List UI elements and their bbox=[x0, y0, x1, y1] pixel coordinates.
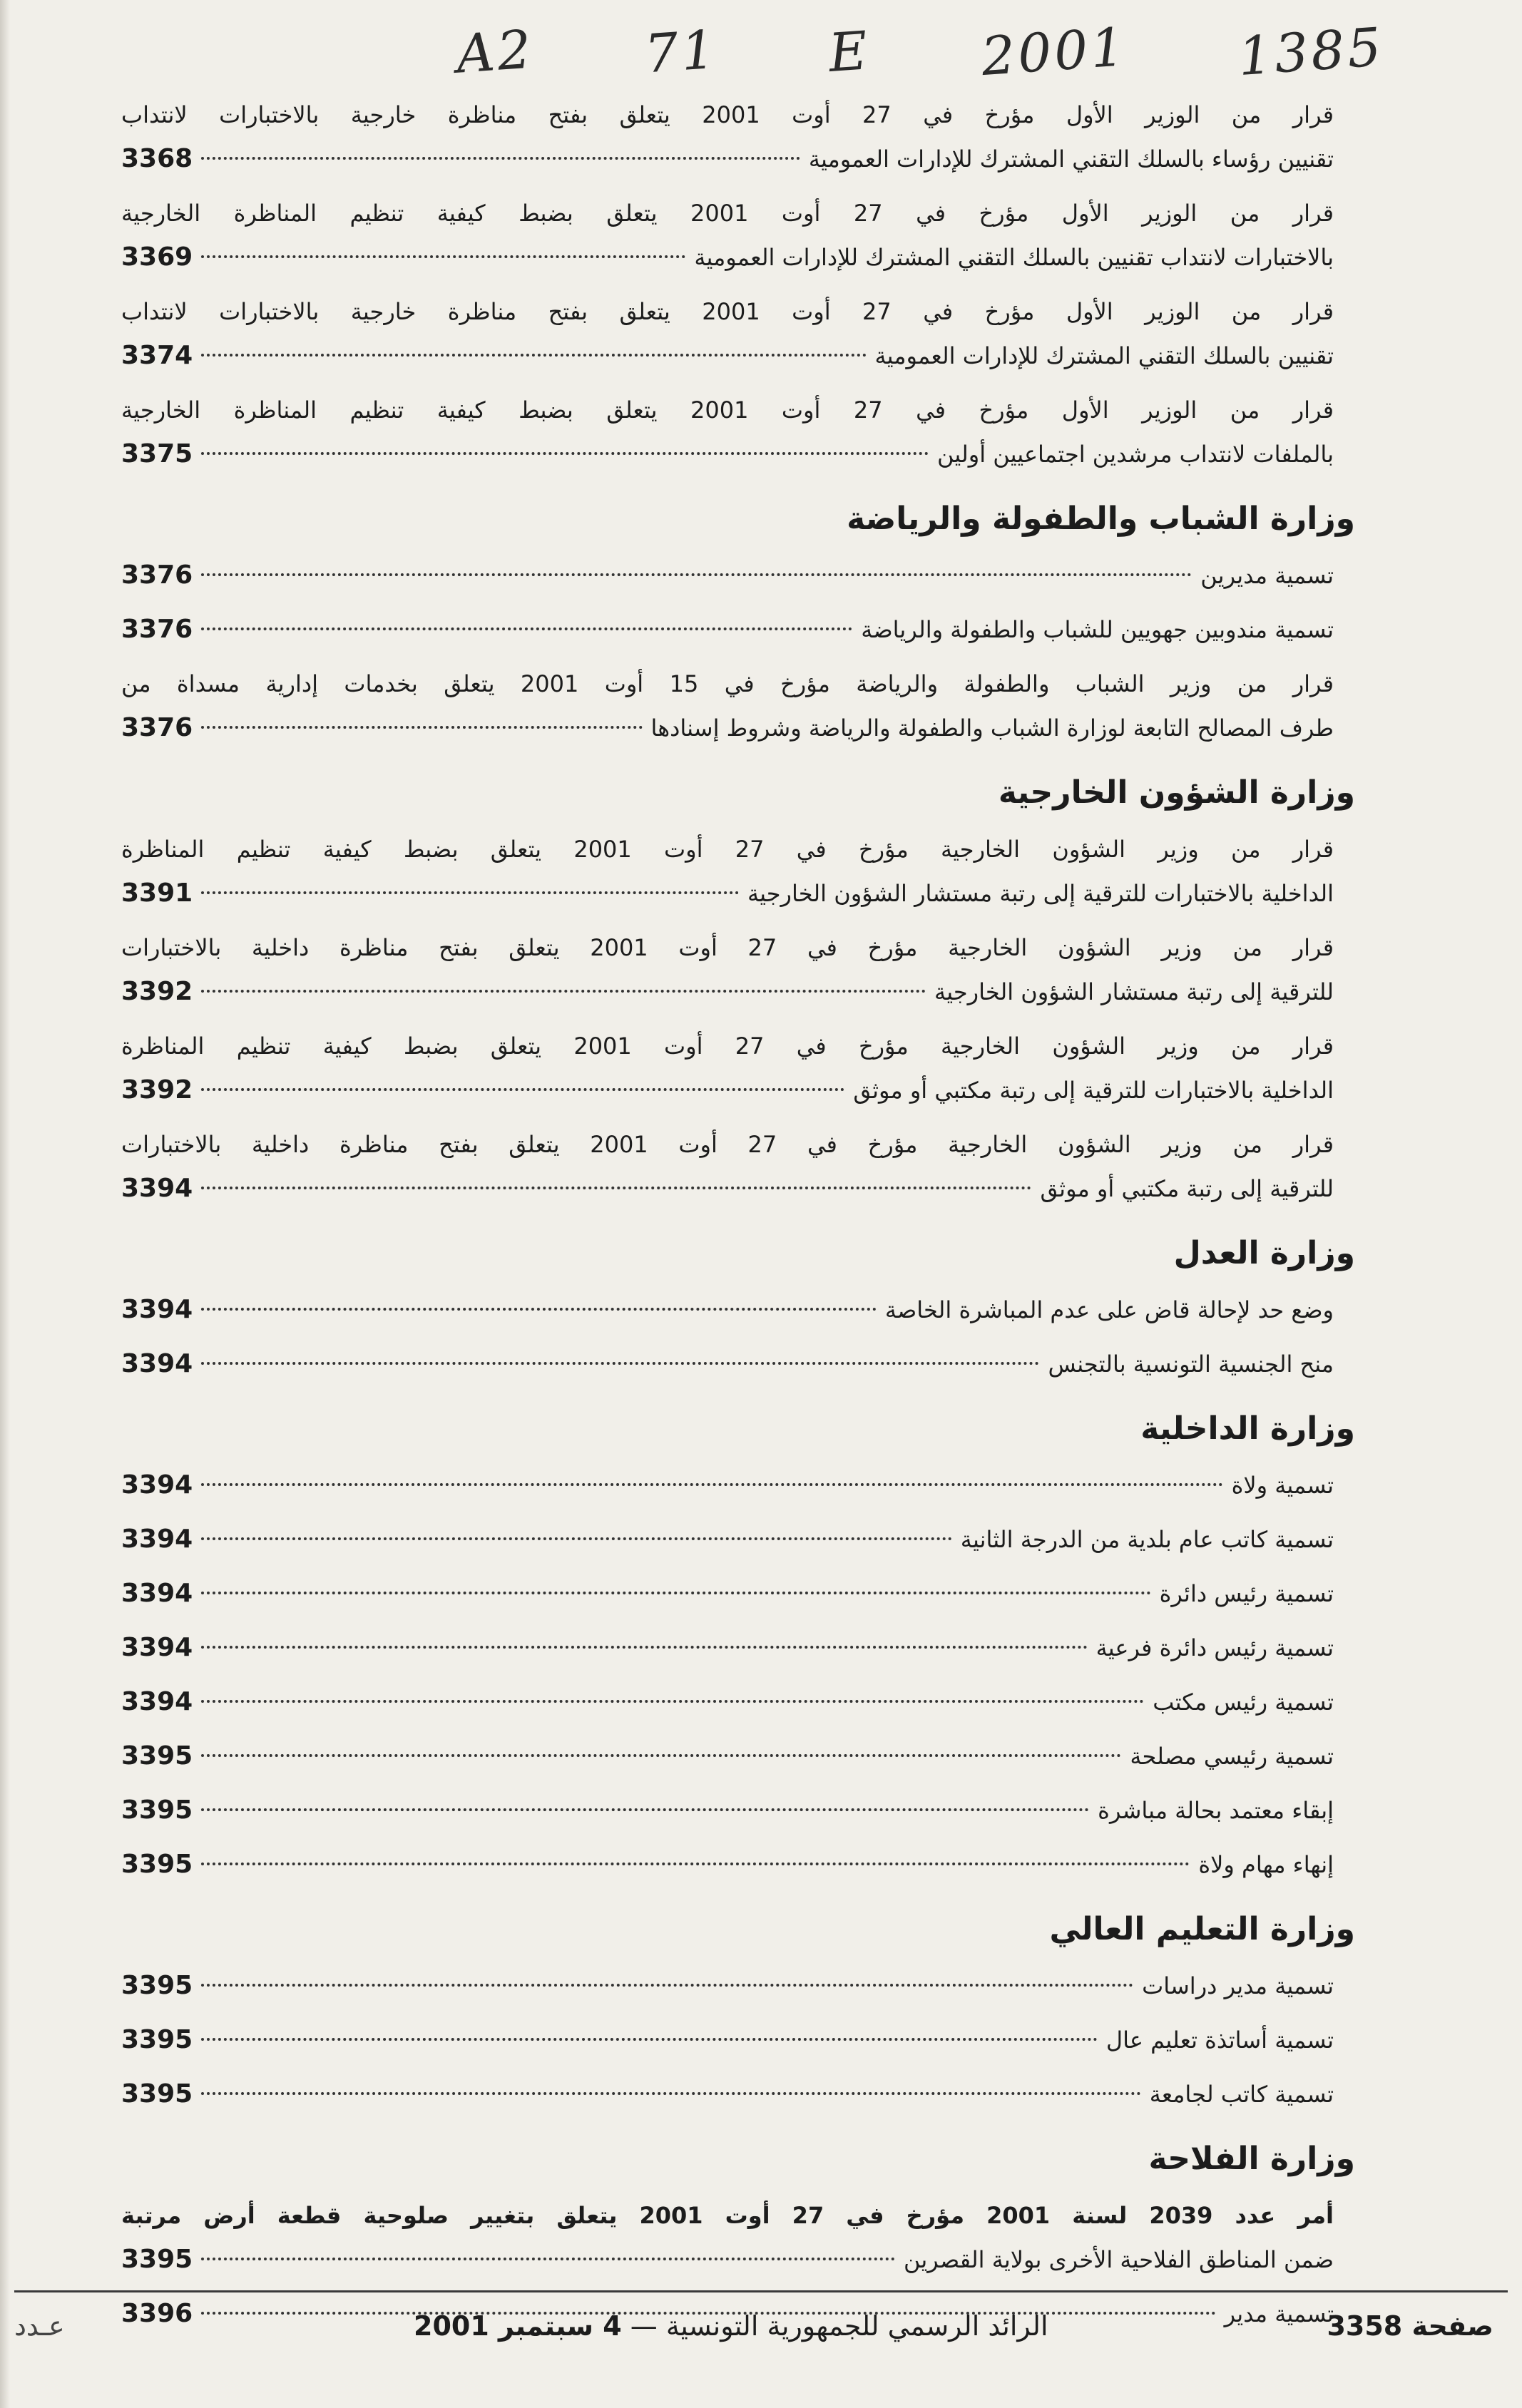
entry-text: تسمية أساتذة تعليم عال bbox=[1105, 2027, 1334, 2054]
toc-entry bbox=[121, 1788, 1334, 1833]
toc-entry-line bbox=[121, 1572, 1334, 1616]
toc-entry bbox=[121, 1024, 1334, 1112]
entry-text: تسمية كاتب عام بلدية من الدرجة الثانية bbox=[960, 1526, 1334, 1553]
handwritten-part: 71 bbox=[643, 19, 720, 86]
page-number: 3391 bbox=[121, 878, 193, 908]
handwritten-part: A2 bbox=[454, 19, 536, 86]
dot-leader bbox=[201, 1700, 1144, 1703]
toc-entry-line bbox=[121, 235, 1334, 280]
footer-issue: عـدد bbox=[14, 2310, 65, 2342]
dot-leader bbox=[201, 1808, 1089, 1811]
entry-text: بالاختبارات لانتداب تقنيين بالسلك التقني المشترك للإدارات العمومية bbox=[694, 244, 1334, 271]
page-number: 3395 bbox=[121, 2025, 193, 2054]
toc-entry-line bbox=[121, 1964, 1334, 2008]
entry-text: قرار من الوزير الأول مؤرخ في 27 أوت 2001 يتعلق بضبط كيفية تنظيم المناظرة الخارجية bbox=[121, 200, 1334, 227]
toc-entry-line bbox=[121, 93, 1334, 137]
entry-text: قرار من الوزير الأول مؤرخ في 27 أوت 2001 يتعلق بفتح مناظرة خارجية بالاختبارات لانتداب bbox=[121, 298, 1334, 325]
toc-entry bbox=[121, 553, 1334, 598]
entry-text: قرار من وزير الشؤون الخارجية مؤرخ في 27 أوت 2001 يتعلق بضبط كيفية تنظيم المناظرة bbox=[121, 1033, 1334, 1060]
page-number: 3368 bbox=[121, 144, 193, 173]
dot-leader bbox=[201, 2092, 1140, 2095]
page-number: 3394 bbox=[121, 1687, 193, 1716]
toc-entry bbox=[121, 388, 1334, 476]
toc-entry bbox=[121, 1734, 1334, 1778]
toc-entry bbox=[121, 662, 1334, 750]
entry-text: تقنيين رؤساء بالسلك التقني المشترك للإدارات العمومية bbox=[808, 145, 1334, 173]
page-number: 3395 bbox=[121, 1971, 193, 2000]
footer-journal-title bbox=[414, 2310, 1048, 2342]
dot-leader bbox=[201, 452, 929, 455]
footer-page-label: صفحة bbox=[1411, 2310, 1493, 2342]
entry-text: طرف المصالح التابعة لوزارة الشباب والطفولة والرياضة وشروط إسنادها bbox=[650, 714, 1334, 742]
entry-text: تسمية مديرين bbox=[1200, 562, 1334, 589]
dot-leader bbox=[201, 891, 739, 894]
section-heading: وزارة الفلاحة bbox=[1148, 2141, 1355, 2177]
toc-entry bbox=[121, 93, 1334, 181]
dot-leader bbox=[201, 2258, 895, 2260]
dot-leader bbox=[201, 990, 926, 993]
section-heading: وزارة الداخلية bbox=[1140, 1410, 1355, 1447]
entry-text: تسمية ولاة bbox=[1231, 1472, 1334, 1499]
toc-entry bbox=[121, 1964, 1334, 2008]
entry-text: تسمية مدير دراسات bbox=[1142, 1972, 1334, 1999]
handwritten-part: 1385 bbox=[1235, 16, 1386, 88]
page-number: 3376 bbox=[121, 560, 193, 590]
dot-leader bbox=[201, 1646, 1087, 1649]
toc-entry bbox=[121, 1572, 1334, 1616]
entry-text: بالملفات لانتداب مرشدين اجتماعيين أولين bbox=[937, 441, 1334, 468]
toc-entry-line bbox=[121, 970, 1334, 1014]
toc-entry-line bbox=[121, 1517, 1334, 1562]
toc-entry bbox=[121, 1463, 1334, 1507]
page-edge-shadow bbox=[0, 0, 10, 2408]
entry-text: إبقاء معتمد بحالة مباشرة bbox=[1098, 1797, 1334, 1824]
page-number: 3395 bbox=[121, 2079, 193, 2109]
entry-text: قرار من الوزير الأول مؤرخ في 27 أوت 2001 يتعلق بضبط كيفية تنظيم المناظرة الخارجية bbox=[121, 396, 1334, 424]
dot-leader bbox=[201, 1537, 952, 1540]
footer-page-value: 3358 bbox=[1327, 2310, 1403, 2342]
toc-entry-line bbox=[121, 827, 1334, 871]
dot-leader bbox=[201, 2038, 1098, 2041]
dot-leader bbox=[201, 1863, 1190, 1865]
toc-entry-line bbox=[121, 334, 1334, 378]
toc-entry bbox=[121, 1843, 1334, 1887]
toc-entry-line bbox=[121, 1288, 1334, 1332]
page-number: 3395 bbox=[121, 1850, 193, 1879]
toc-entry-line bbox=[121, 706, 1334, 750]
entry-text: تسمية مندوبين جهويين للشباب والطفولة والرياضة bbox=[861, 616, 1334, 643]
entry-text: قرار من وزير الشباب والطفولة والرياضة مؤرخ في 15 أوت 2001 يتعلق بخدمات إدارية مسداة من bbox=[121, 670, 1334, 697]
entry-text: تسمية رئيسي مصلحة bbox=[1130, 1743, 1334, 1770]
dot-leader bbox=[201, 1088, 844, 1091]
toc-entry-line bbox=[121, 871, 1334, 916]
toc-entry bbox=[121, 1626, 1334, 1670]
toc-entry-line bbox=[121, 662, 1334, 706]
toc-entry-line bbox=[121, 1167, 1334, 1211]
handwritten-annotation bbox=[456, 13, 1384, 91]
handwritten-part: E bbox=[827, 20, 872, 84]
toc-entry-line bbox=[121, 1342, 1334, 1386]
toc-entry-line bbox=[121, 2072, 1334, 2116]
page-number: 3394 bbox=[121, 1579, 193, 1608]
page-number: 3375 bbox=[121, 439, 193, 468]
page-number: 3395 bbox=[121, 1741, 193, 1771]
page-number: 3396 bbox=[121, 2299, 193, 2328]
toc-entry-line bbox=[121, 1024, 1334, 1068]
entry-text: قرار من الوزير الأول مؤرخ في 27 أوت 2001 يتعلق بفتح مناظرة خارجية بالاختبارات لانتداب bbox=[121, 101, 1334, 128]
dot-leader bbox=[201, 627, 852, 630]
entry-text: وضع حد لإحالة قاض على عدم المباشرة الخاصة bbox=[884, 1296, 1334, 1323]
page-number: 3392 bbox=[121, 977, 193, 1006]
page-number: 3369 bbox=[121, 242, 193, 272]
dot-leader bbox=[201, 157, 800, 160]
entry-text: أمر عدد 2039 لسنة 2001 مؤرخ في 27 أوت 2001 يتعلق بتغيير صلوحية قطعة أرض مرتبة bbox=[121, 2202, 1334, 2229]
toc-entry-line bbox=[121, 1788, 1334, 1833]
dot-leader bbox=[201, 1187, 1031, 1189]
toc-entry bbox=[121, 1288, 1334, 1332]
page-number: 3392 bbox=[121, 1075, 193, 1105]
table-of-contents bbox=[121, 93, 1355, 2346]
entry-text: تسمية رئيس دائرة فرعية bbox=[1095, 1634, 1334, 1661]
dot-leader bbox=[201, 255, 685, 258]
entry-text: تسمية رئيس دائرة bbox=[1159, 1580, 1334, 1607]
dot-leader bbox=[201, 1362, 1039, 1365]
dot-leader bbox=[201, 1308, 877, 1311]
page-number: 3394 bbox=[121, 1174, 193, 1203]
toc-entry-line bbox=[121, 1463, 1334, 1507]
footer-date: 4 سبتمبر 2001 bbox=[414, 2310, 622, 2342]
toc-entry-line bbox=[121, 1734, 1334, 1778]
toc-entry-line bbox=[121, 608, 1334, 652]
entry-text: تسمية مدير bbox=[1224, 2300, 1334, 2327]
dot-leader bbox=[201, 354, 866, 357]
section-heading: وزارة الشباب والطفولة والرياضة bbox=[847, 501, 1355, 537]
toc-entry-line bbox=[121, 1122, 1334, 1167]
section-heading: وزارة العدل bbox=[1173, 1235, 1355, 1271]
entry-text: قرار من وزير الشؤون الخارجية مؤرخ في 27 أوت 2001 يتعلق بفتح مناظرة داخلية بالاختبارات bbox=[121, 934, 1334, 961]
entry-text: إنهاء مهام ولاة bbox=[1198, 1851, 1334, 1878]
entry-text: الداخلية بالاختبارات للترقية إلى رتبة مكتبي أو موثق bbox=[853, 1077, 1334, 1104]
page-number: 3376 bbox=[121, 615, 193, 644]
dot-leader bbox=[201, 1592, 1150, 1594]
toc-entry bbox=[121, 290, 1334, 378]
entry-text: تقنيين بالسلك التقني المشترك للإدارات العمومية bbox=[874, 342, 1334, 369]
footer-page-number bbox=[1327, 2310, 1493, 2342]
entry-text: قرار من وزير الشؤون الخارجية مؤرخ في 27 أوت 2001 يتعلق بفتح مناظرة داخلية بالاختبارات bbox=[121, 1131, 1334, 1158]
footer-divider bbox=[14, 2290, 1508, 2292]
toc-entry bbox=[121, 2018, 1334, 2062]
entry-text: قرار من وزير الشؤون الخارجية مؤرخ في 27 أوت 2001 يتعلق بضبط كيفية تنظيم المناظرة bbox=[121, 836, 1334, 863]
entry-text: الداخلية بالاختبارات للترقية إلى رتبة مستشار الشؤون الخارجية bbox=[747, 880, 1334, 907]
entry-text: للترقية إلى رتبة مستشار الشؤون الخارجية bbox=[934, 978, 1334, 1005]
dot-leader bbox=[201, 726, 642, 729]
toc-entry bbox=[121, 608, 1334, 652]
toc-entry-line bbox=[121, 926, 1334, 970]
toc-entry bbox=[121, 1517, 1334, 1562]
page-number: 3376 bbox=[121, 713, 193, 742]
toc-entry-line bbox=[121, 1068, 1334, 1112]
toc-entry bbox=[121, 926, 1334, 1014]
entry-text: ضمن المناطق الفلاحية الأخرى بولاية القصرين bbox=[904, 2246, 1334, 2273]
toc-entry-line bbox=[121, 432, 1334, 476]
toc-entry-line bbox=[121, 137, 1334, 181]
toc-entry bbox=[121, 1122, 1334, 1211]
toc-entry-line bbox=[121, 290, 1334, 334]
section-heading: وزارة التعليم العالي bbox=[1049, 1911, 1355, 1947]
entry-text: منح الجنسية التونسية بالتجنس bbox=[1048, 1351, 1334, 1378]
toc-entry-line bbox=[121, 2018, 1334, 2062]
dot-leader bbox=[201, 573, 1192, 576]
toc-entry-line bbox=[121, 1626, 1334, 1670]
handwritten-part: 2001 bbox=[979, 16, 1129, 88]
toc-entry bbox=[121, 191, 1334, 280]
dot-leader bbox=[201, 1483, 1222, 1486]
toc-entry bbox=[121, 2072, 1334, 2116]
section-heading: وزارة الشؤون الخارجية bbox=[998, 774, 1355, 811]
footer-journal-name: الرائد الرسمي للجمهورية التونسية — bbox=[630, 2310, 1048, 2342]
toc-entry-line bbox=[121, 553, 1334, 598]
toc-entry-line bbox=[121, 1843, 1334, 1887]
entry-text: للترقية إلى رتبة مكتبي أو موثق bbox=[1040, 1175, 1334, 1202]
page-number: 3394 bbox=[121, 1295, 193, 1324]
toc-entry-line bbox=[121, 2193, 1334, 2238]
page-number: 3374 bbox=[121, 341, 193, 370]
toc-entry-line bbox=[121, 1680, 1334, 1724]
page-number: 3394 bbox=[121, 1470, 193, 1500]
page-number: 3394 bbox=[121, 1633, 193, 1662]
toc-entry bbox=[121, 1680, 1334, 1724]
entry-text: تسمية كاتب لجامعة bbox=[1149, 2081, 1334, 2108]
page-number: 3395 bbox=[121, 1795, 193, 1825]
page-number: 3394 bbox=[121, 1349, 193, 1378]
page-number: 3395 bbox=[121, 2245, 193, 2274]
toc-entry-line bbox=[121, 2238, 1334, 2282]
toc-entry bbox=[121, 827, 1334, 916]
dot-leader bbox=[201, 1984, 1133, 1987]
dot-leader bbox=[201, 1754, 1121, 1757]
toc-entry-line bbox=[121, 388, 1334, 432]
page-number: 3394 bbox=[121, 1525, 193, 1554]
toc-entry bbox=[121, 1342, 1334, 1386]
page-footer bbox=[14, 2310, 1508, 2360]
toc-entry-line bbox=[121, 191, 1334, 235]
toc-entry bbox=[121, 2193, 1334, 2282]
entry-text: تسمية رئيس مكتب bbox=[1153, 1689, 1334, 1716]
